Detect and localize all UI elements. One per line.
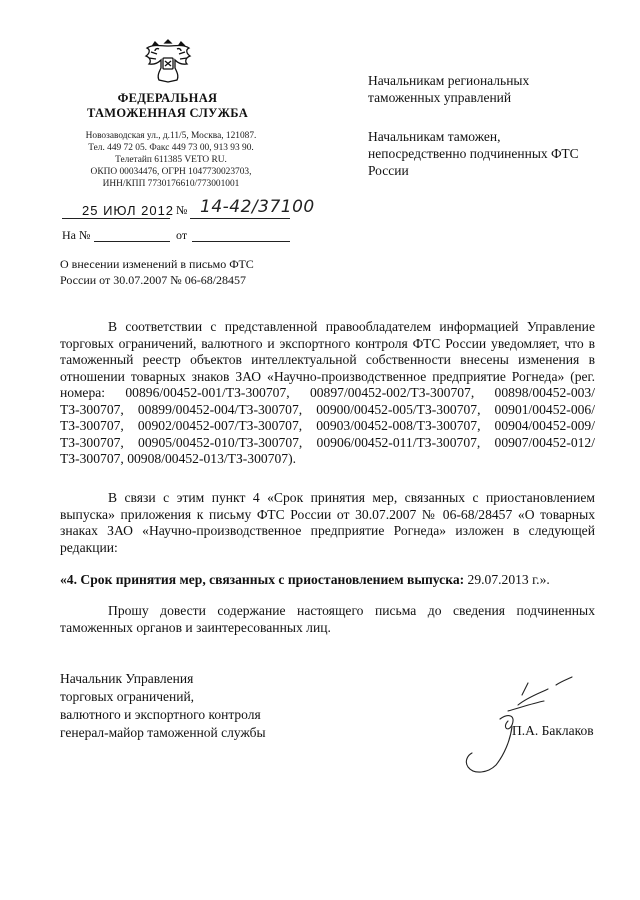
quoted-clause-date: 29.07.2013 г.». [464, 572, 550, 587]
org-title-line1: ФЕДЕРАЛЬНАЯ [117, 91, 218, 105]
letter-subject: О внесении изменений в письмо ФТС России от 30.07.2007 № 06-68/28457 [60, 257, 254, 287]
ref-number-underline [94, 241, 170, 242]
contact-line: Тел. 449 72 05. Факс 449 73 00, 913 93 90. [88, 143, 254, 153]
double-headed-eagle-emblem-icon [143, 34, 193, 86]
signer-title-line: Начальник Управления [60, 671, 194, 686]
signer-title-line: валютного и экспортного контроля [60, 707, 261, 722]
body-paragraph-3 [60, 603, 595, 636]
ref-from-label: от [176, 228, 188, 242]
body-paragraph-3-text: Прошу довести содержание настоящего письма до сведения подчиненных таможенных органов и заинтересованных лиц. [60, 603, 595, 635]
quoted-clause-bold: «4. Срок принятия мер, связанных с приостановлением выпуска: [60, 572, 465, 587]
signer-title-line: торговых ограничений, [60, 689, 195, 704]
body-paragraph-1 [60, 319, 595, 468]
contact-line: ОКПО 00034476, ОГРН 1047730023703, [90, 167, 252, 177]
ref-number-label: На № [62, 228, 91, 242]
body-paragraph-2 [60, 490, 595, 556]
outgoing-number-handwritten: 14-42/37100 [200, 197, 315, 217]
signer-title-line: генерал-майор таможенной службы [60, 725, 266, 740]
contact-line: Телетайп 611385 VETO RU. [115, 155, 227, 165]
date-underline [62, 218, 170, 219]
number-label: № [176, 203, 188, 217]
contact-line: Новозаводская ул., д.11/5, Москва, 121087. [85, 131, 257, 141]
org-title-line2: ТАМОЖЕННАЯ СЛУЖБА [86, 106, 249, 120]
addressee-customs: Начальникам таможен, непосредственно подчиненных ФТС России [368, 129, 579, 178]
ref-date-underline [192, 241, 290, 242]
number-underline [190, 218, 290, 219]
contact-line: ИНН/КПП 7730176610/773001001 [102, 179, 240, 189]
quoted-clause [60, 572, 620, 589]
addressee-regional: Начальникам региональных таможенных управлений [368, 73, 530, 105]
date-stamp: 25 ИЮЛ 2012 [82, 203, 175, 218]
body-paragraph-1-text: В соответствии с представленной правообладателем информацией Управление торговых ограничений, валютного и экспортного контроля ФТС России уведомляет, что в таможенный реестр объектов интеллектуальной собственности внесены изменения в отношении товарных знаков ЗАО «Научно-производственное предприятие Рогнеда» (рег. номера: 00896/00452-001/ТЗ-300707, 00897/00452-002/ТЗ-300707, 00898/00452-003/ТЗ-300707, 00899/00452-004/ТЗ-300707, 00900/00452-005/ТЗ-300707, 00901/00452-006/ТЗ-300707, 00902/00452-007/ТЗ-300707, 00903/00452-008/ТЗ-300707, 00904/00452-009/ТЗ-300707, 00905/00452-010/ТЗ-300707, 00906/00452-011/ТЗ-300707, 00907/00452-012/ТЗ-300707, 00908/00452-013/ТЗ-300707). [60, 319, 595, 466]
body-paragraph-2-text: В связи с этим пункт 4 «Срок принятия мер, связанных с приостановлением выпуска» приложения к письму ФТС России от 30.07.2007 № 06-68/28457 «О товарных знаках ЗАО «Научно-производственное предприятие Рогнеда» изложен в следующей редакции: [60, 490, 595, 555]
signer-name: П.А. Баклаков [512, 723, 594, 738]
